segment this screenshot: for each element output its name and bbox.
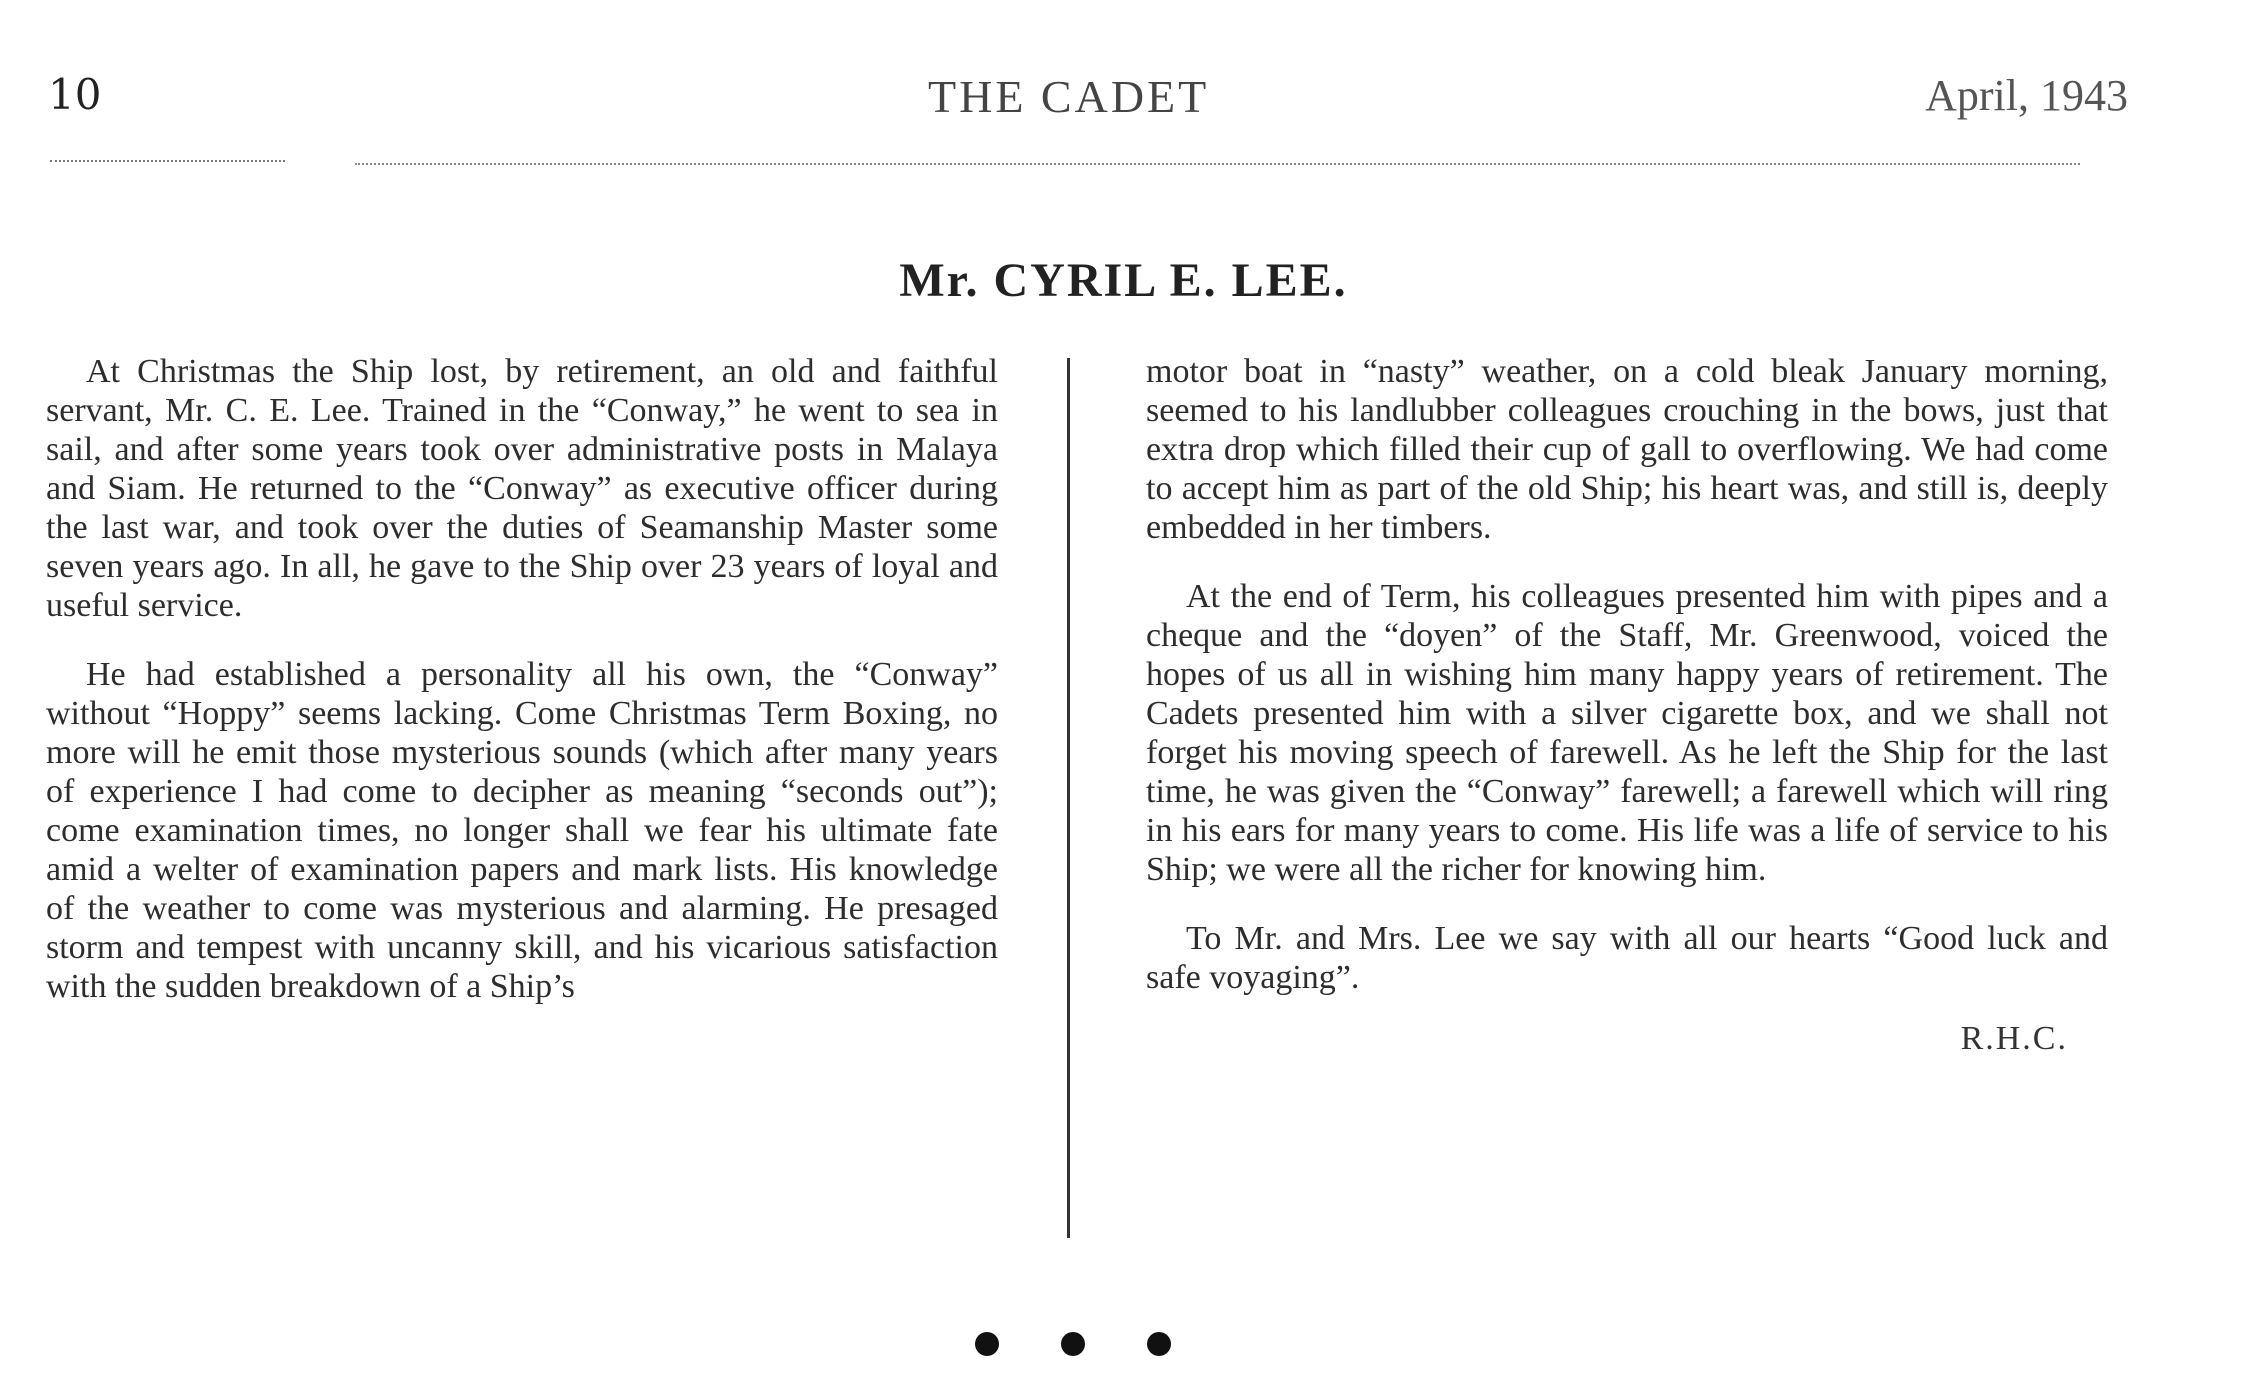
article-paragraph: At Christmas the Ship lost, by retirement, an old and faithful servant, Mr. C. E. Lee. Trained in the “Conway,” he went to sea in sail, and after some years took over administrative posts in Malaya and Siam. He returned to the “Conway” as executive officer during the last war, and took over the duties of Seamanship Master some seven years ago. In all, he gave to the Ship over 23 years of loyal and useful service. [46,353,998,624]
ornament-dot [1061,1332,1085,1356]
article-paragraph-continued: motor boat in “nasty” weather, on a cold bleak January morning, seemed to his landlubber colleagues crouching in the bows, just that extra drop which filled their cup of gall to overflowing. We had come to accept him as part of the old Ship; his heart was, and still is, deeply embedded in her timbers. [1146,353,2108,546]
article-paragraph: He had established a personality all his own, the “Conway” without “Hoppy” seems lacking. Come Christmas Term Boxing, no more will he emit those mysterious sounds (which after many years of experience I had come to decipher as meaning “seconds out”); come examination times, no longer shall we fear his ultimate fate amid a welter of examination papers and mark lists. His knowledge of the weather to come was mysterious and alarming. He presaged storm and tempest with uncanny skill, and his vicarious satisfaction with the sudden breakdown of a Ship’s [46,656,998,1005]
page-header [48,70,2128,140]
ornament-dot [1147,1332,1171,1356]
ornament-dot [975,1332,999,1356]
column-divider [1067,358,1070,1238]
right-column [1146,352,2108,1058]
issue-date: April, 1943 [1925,71,2128,120]
left-column [46,352,998,1036]
article-paragraph: To Mr. and Mrs. Lee we say with all our hearts “Good luck and safe voyaging”. [1146,920,2108,996]
author-signature: R.H.C. [1960,1020,2068,1057]
article-title: Mr. CYRIL E. LEE. [899,254,1348,307]
article-paragraph: At the end of Term, his colleagues presented him with pipes and a cheque and the “doyen” of the Staff, Mr. Greenwood, voiced the hopes of us all in wishing him many happy years of retirement. The Cadets presented him with a silver cigarette box, and we shall not forget his moving speech of farewell. As he left the Ship for the last time, he was given the “Conway” farewell; a farewell which will ring in his ears for many years to come. His life was a life of service to his Ship; we were all the richer for knowing him. [1146,578,2108,888]
header-rule-left [50,160,285,162]
header-rule-right [355,163,2080,165]
journal-title: THE CADET [928,71,1210,122]
page-number: 10 [48,70,102,119]
